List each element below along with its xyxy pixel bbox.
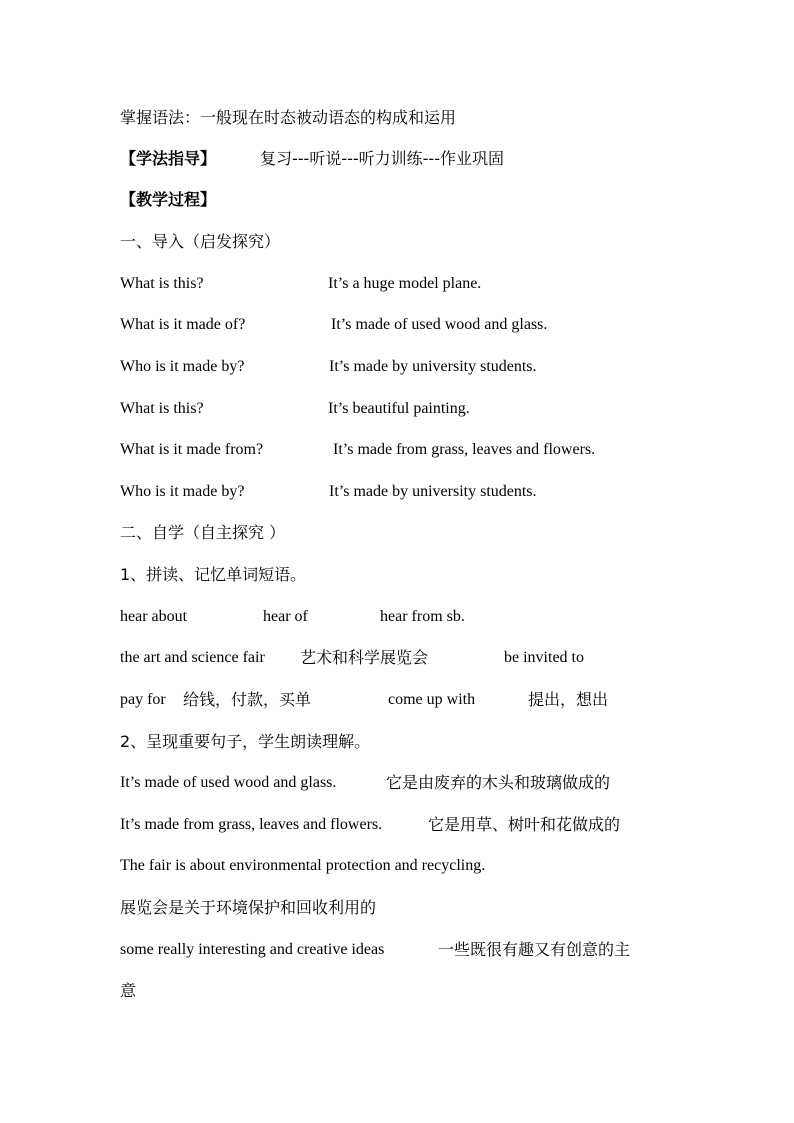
sentence-english: The fair is about environmental protection and recycling.: [120, 857, 486, 874]
phrase-translation: 提出，想出: [528, 690, 609, 709]
study-method-line: [120, 149, 504, 170]
sentence-english: It’s made of used wood and glass.: [120, 774, 337, 791]
sentence-chinese: 一些既很有趣又有创意的主: [438, 940, 631, 959]
step-one-heading: 1、拼读、记忆单词短语。: [120, 565, 307, 584]
dialogue-line: [120, 482, 537, 502]
sentence-english: It’s made from grass, leaves and flowers.: [120, 816, 383, 833]
dialogue-answer: It’s made by university students.: [329, 358, 537, 375]
phrase-row: [120, 607, 465, 627]
phrase: pay for: [120, 691, 166, 708]
dialogue-line: [120, 399, 470, 419]
phrase: be invited to: [504, 649, 584, 666]
dialogue-question: What is it made of?: [120, 316, 246, 333]
dialogue-answer: It’s beautiful painting.: [328, 400, 470, 417]
dialogue-answer: It’s made by university students.: [329, 483, 537, 500]
dialogue-line: [120, 315, 548, 335]
phrase-translation: 艺术和科学展览会: [300, 648, 429, 667]
phrase-row: [120, 648, 584, 668]
phrase: hear of: [263, 608, 308, 625]
phrase: come up with: [388, 691, 476, 708]
sentence-chinese: 它是用草、树叶和花做成的: [428, 815, 621, 834]
phrase-row: [120, 690, 609, 710]
phrase: hear about: [120, 608, 188, 625]
section-selfstudy-heading: 二、自学（自主探究 ）: [120, 523, 286, 542]
dialogue-question: Who is it made by?: [120, 483, 245, 500]
sentence-line: [120, 940, 631, 960]
sentence-chinese: 展览会是关于环境保护和回收利用的: [120, 898, 377, 917]
dialogue-answer: It’s a huge model plane.: [328, 275, 482, 292]
dialogue-line: [120, 440, 596, 460]
phrase: hear from sb.: [380, 608, 465, 625]
sentence-line: [120, 856, 485, 876]
dialogue-line: [120, 357, 537, 377]
sentence-chinese-continued: 意: [120, 981, 137, 1000]
phrase: the art and science fair: [120, 649, 265, 666]
dialogue-question: What is this?: [120, 275, 204, 292]
dialogue-answer: It’s made of used wood and glass.: [331, 316, 548, 333]
grammar-objective: 掌握语法：一般现在时态被动语态的构成和运用: [120, 108, 457, 127]
step-two-heading: 2、呈现重要句子，学生朗读理解。: [120, 732, 371, 751]
sentence-line: [120, 773, 611, 793]
study-method-text: 复习---听说---听力训练---作业巩固: [260, 149, 504, 168]
dialogue-question: What is this?: [120, 400, 204, 417]
sentence-line: [120, 815, 621, 835]
sentence-chinese: 它是由废弃的木头和玻璃做成的: [386, 773, 611, 792]
phrase-translation: 给钱，付款，买单: [183, 690, 312, 709]
dialogue-question: Who is it made by?: [120, 358, 245, 375]
study-method-label: 【学法指导】: [120, 149, 217, 168]
dialogue-line: [120, 274, 482, 294]
dialogue-question: What is it made from?: [120, 441, 264, 458]
dialogue-answer: It’s made from grass, leaves and flowers.: [333, 441, 596, 458]
teaching-process-heading: 【教学过程】: [120, 190, 217, 209]
sentence-english: some really interesting and creative ideas: [120, 941, 385, 958]
section-intro-heading: 一、导入（启发探究）: [120, 232, 281, 251]
